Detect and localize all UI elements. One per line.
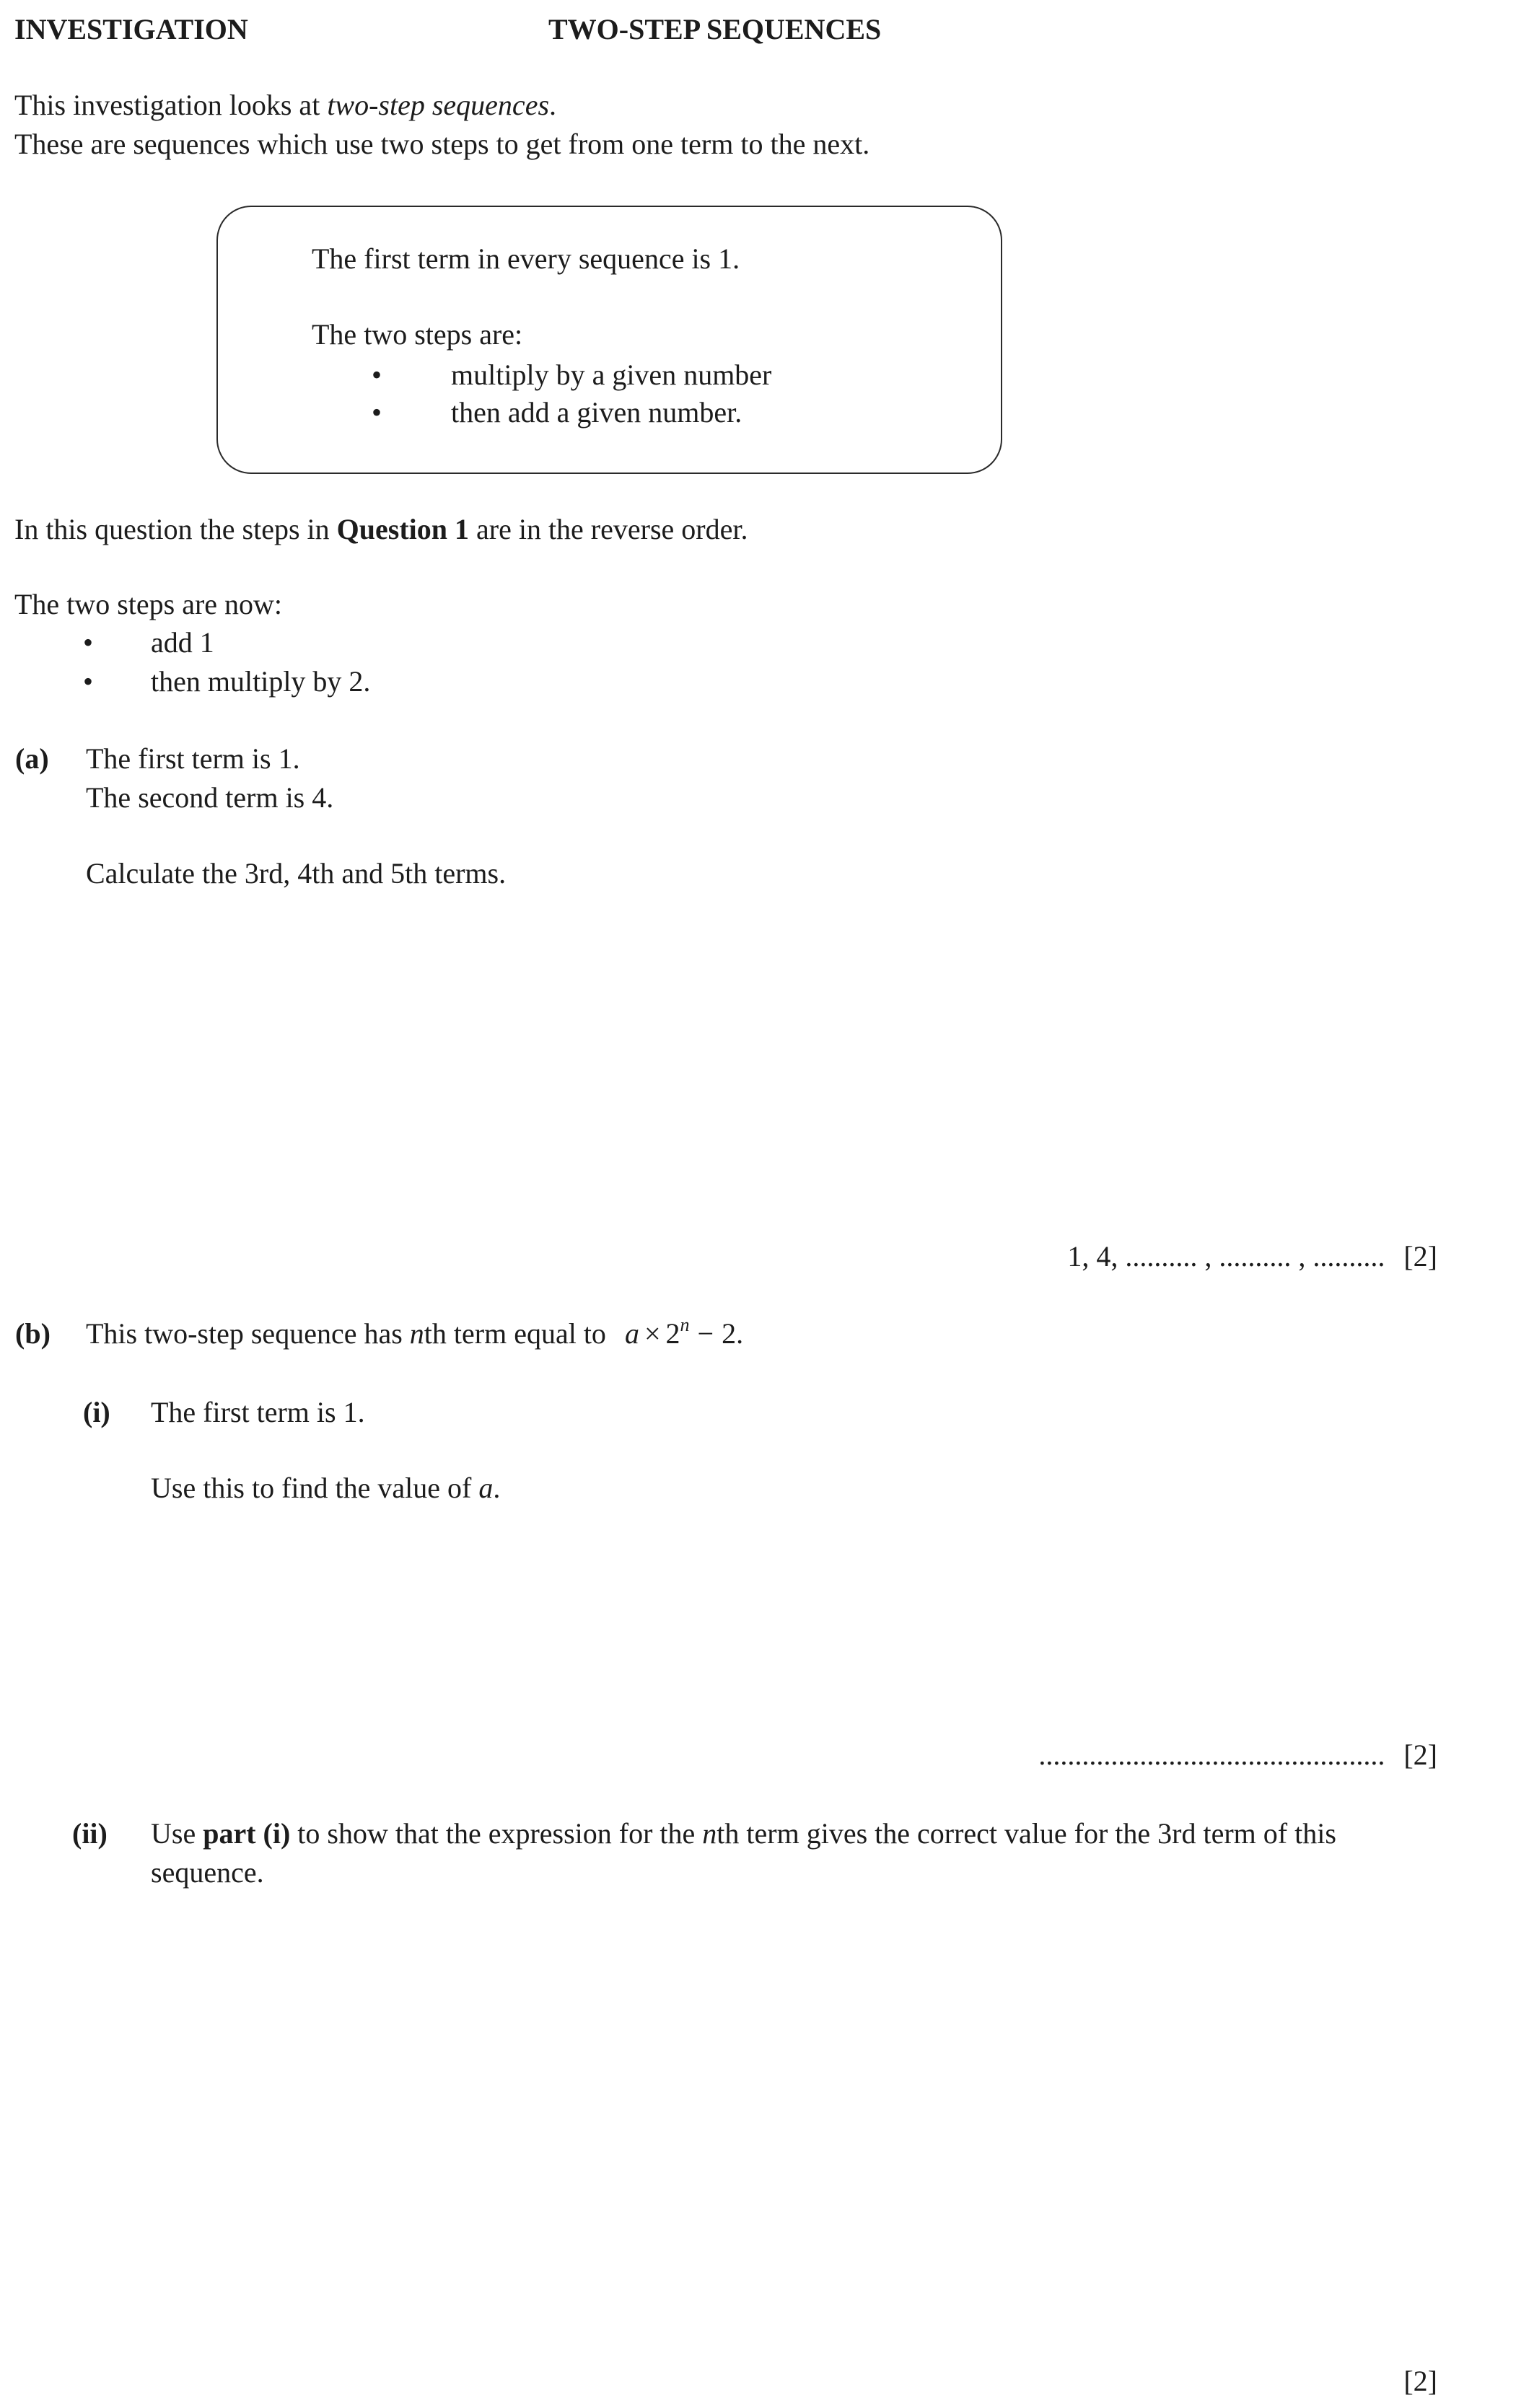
- part-a-label: (a): [15, 742, 49, 775]
- bullet-icon: •: [83, 626, 94, 659]
- part-b-i-task-var: a: [478, 1472, 494, 1504]
- title-heading: TWO-STEP SEQUENCES: [548, 13, 882, 45]
- part-b-intro-suffix: th term equal to: [424, 1317, 606, 1350]
- formula-var-a: a: [624, 1317, 639, 1350]
- part-b-i-label: (i): [83, 1396, 110, 1428]
- reverse-note: [14, 510, 748, 549]
- part-b-ii-label: (ii): [72, 1817, 108, 1850]
- steps-now-bullet-2-text: then multiply by 2.: [151, 665, 371, 698]
- reverse-note-prefix: In this question the steps in: [14, 513, 337, 545]
- part-a-line-2: The second term is 4.: [86, 781, 334, 814]
- part-b-i-marks: [2]: [1403, 1739, 1437, 1771]
- bullet-icon: •: [372, 396, 382, 429]
- part-b-i-answer-dots: ................................................: [1038, 1739, 1385, 1771]
- part-b-i-line-1: The first term is 1.: [151, 1396, 365, 1428]
- info-box-line-1: The first term in every sequence is 1.: [312, 242, 740, 275]
- bullet-icon: •: [83, 665, 94, 698]
- formula-exponent: n: [680, 1314, 690, 1335]
- part-a-line-1: The first term is 1.: [86, 742, 300, 775]
- part-b-i-task-suffix: .: [493, 1472, 501, 1504]
- part-b-ii-task: [151, 1814, 1453, 1892]
- info-box-bullet-1-text: multiply by a given number: [451, 359, 772, 391]
- info-box-bullet-1: [372, 356, 382, 395]
- part-a-task: Calculate the 3rd, 4th and 5th terms.: [86, 857, 507, 889]
- part-b-ii-seg-mid: to show that the expression for the: [290, 1817, 703, 1850]
- part-b-intro-prefix: This two-step sequence has: [86, 1317, 410, 1350]
- intro-line-1-prefix: This investigation looks at: [14, 89, 328, 121]
- section-heading: INVESTIGATION: [14, 13, 248, 45]
- formula-constant: 2: [722, 1317, 737, 1350]
- minus-sign: −: [697, 1317, 714, 1350]
- reverse-note-suffix: are in the reverse order.: [469, 513, 748, 545]
- part-b-ii-seg-use: Use: [151, 1817, 203, 1850]
- part-b-ii-marks-line: [817, 2362, 1437, 2401]
- steps-now-label: The two steps are now:: [14, 588, 283, 620]
- part-b-label: (b): [15, 1317, 51, 1350]
- part-a-answer-line: [817, 1237, 1437, 1276]
- intro-line-2: These are sequences which use two steps to get from one term to the next.: [14, 128, 870, 160]
- formula-period: .: [736, 1317, 744, 1350]
- multiply-sign: ×: [644, 1317, 661, 1350]
- intro-line-1: [14, 86, 556, 125]
- intro-line-1-suffix: .: [549, 89, 557, 121]
- info-box-bullet-2-text: then add a given number.: [451, 396, 742, 429]
- info-box: [216, 206, 1002, 474]
- part-b-ii-seg-tail: th term gives the correct value for the 3rd term of this sequence.: [151, 1817, 1336, 1889]
- steps-now-bullet-1-text: add 1: [151, 626, 214, 659]
- steps-now-bullet-2: [83, 662, 93, 701]
- steps-now-bullet-1: [83, 623, 93, 662]
- part-b-ii-seg-bold: part (i): [203, 1817, 291, 1850]
- part-b-intro-n: n: [409, 1317, 424, 1350]
- info-box-bullet-2: [372, 393, 382, 432]
- info-box-line-2: The two steps are:: [312, 318, 523, 351]
- reverse-note-bold: Question 1: [336, 513, 469, 545]
- nth-term-formula: [625, 1314, 743, 1357]
- part-b-i-answer-line: [817, 1736, 1437, 1775]
- part-b-ii-seg-n: n: [702, 1817, 717, 1850]
- part-b-ii-marks: [2]: [1403, 2365, 1437, 2397]
- part-a-marks: [2]: [1403, 1240, 1437, 1273]
- part-b-i-task: [151, 1469, 500, 1508]
- formula-base: 2: [665, 1317, 680, 1350]
- part-b-i-task-prefix: Use this to find the value of: [151, 1472, 479, 1504]
- bullet-icon: •: [372, 359, 382, 391]
- intro-line-1-italic: two-step sequences: [327, 89, 550, 121]
- part-a-answer-dots: 1, 4, .......... , .......... , ..........: [1067, 1240, 1385, 1273]
- part-b-intro: [86, 1314, 743, 1357]
